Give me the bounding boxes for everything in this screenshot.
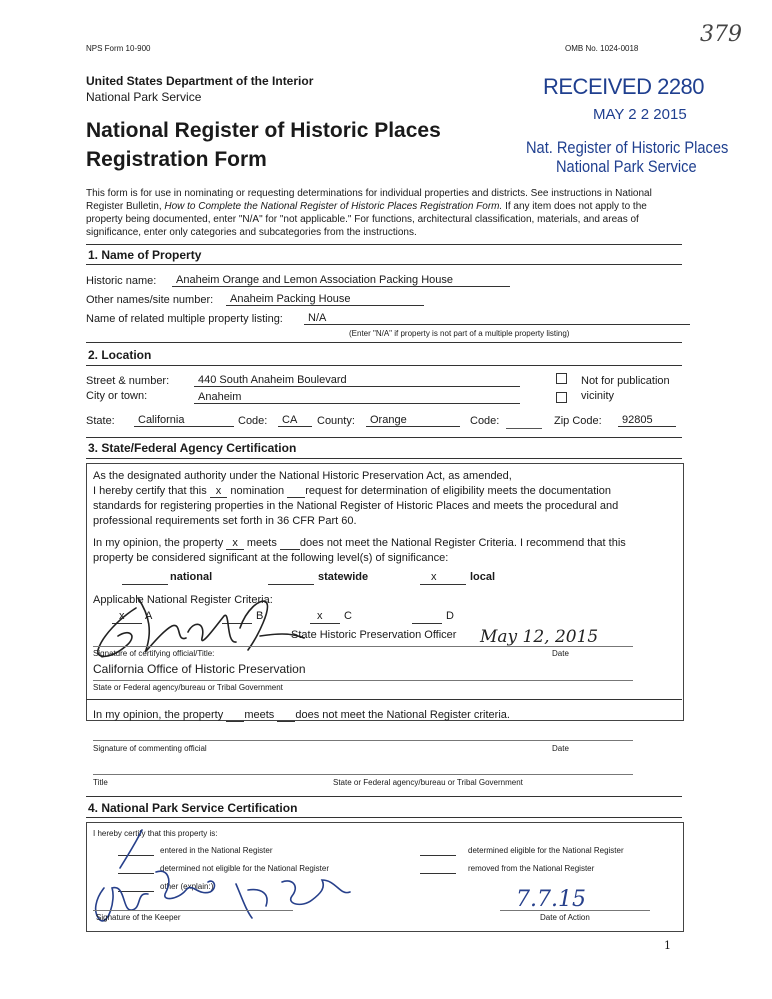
department: United States Department of the Interior (86, 74, 314, 88)
signed-date: May 12, 2015 (480, 627, 599, 647)
criteria-label: Applicable National Register Criteria: (93, 594, 273, 606)
form-number: NPS Form 10-900 (86, 44, 151, 53)
zip-label: Zip Code: (554, 415, 602, 427)
keeper-sig-label: Signature of the Keeper (96, 913, 181, 922)
certifying-date-label: Date (552, 649, 569, 658)
county-label: County: (317, 415, 355, 427)
crit-c-mark: x (317, 610, 323, 622)
county-value: Orange (366, 414, 460, 427)
not-for-publication-label: Not for publication (581, 375, 670, 387)
form-title-line2: Registration Form (86, 148, 267, 171)
commenting-bureau-label: State or Federal agency/bureau or Tribal Government (333, 778, 523, 787)
stamp-line2: National Park Service (556, 157, 697, 176)
cert-p2-line1: In my opinion, the property x meets does not meet the National Register Criteria. I recommend that this (93, 537, 626, 549)
crit-b: B (256, 610, 264, 622)
nps-determined-not: determined not eligible for the National Register (160, 864, 329, 873)
nps-determined-eligible: determined eligible for the National Register (468, 846, 624, 855)
code-value: CA (278, 414, 312, 427)
commenting-title-label: Title (93, 778, 108, 787)
received-date: MAY 2 2 2015 (593, 106, 687, 123)
nps-other: other (explain:) (160, 882, 214, 891)
historic-name-value: Anaheim Orange and Lemon Association Packing House (172, 274, 510, 287)
street-value: 440 South Anaheim Boulevard (194, 374, 520, 387)
crit-d: D (446, 610, 454, 622)
cert-p1-line4: professional requirements set forth in 36 CFR Part 60. (93, 515, 357, 527)
cert-p1-line3: standards for registering properties in the National Register of Historic Places and meets the procedural and (93, 500, 619, 512)
action-date-label: Date of Action (540, 913, 590, 922)
nps-entered: entered in the National Register (160, 846, 273, 855)
other-names-value: Anaheim Packing House (226, 293, 424, 306)
page-mark: 379 (700, 22, 742, 47)
nps-removed: removed from the National Register (468, 864, 595, 873)
office-name: California Office of Historic Preservation (93, 662, 306, 676)
other-names-label: Other names/site number: (86, 294, 214, 306)
received-stamp: RECEIVED 2280 (543, 74, 705, 99)
intro-line4: significance, enter only categories and subcategories from the instructions. (86, 227, 417, 238)
intro-line1: This form is for use in nominating or requesting determinations for individual properties and districts. See instructions in National (86, 188, 652, 199)
intro-line3: property being documented, enter "N/A" for "not applicable." For functions, architectural classification, materials, and areas of (86, 214, 639, 225)
stamp-line1: Nat. Register of Historic Places (526, 138, 729, 157)
omb-number: OMB No. 1024-0018 (565, 44, 639, 53)
section3-heading: 3. State/Federal Agency Certification (88, 441, 297, 455)
action-date: 7.7.15 (516, 887, 586, 912)
code2-label: Code: (470, 415, 500, 427)
cert-p1-line1: As the designated authority under the National Historic Preservation Act, as amended, (93, 470, 512, 482)
level-local-mark: x (431, 571, 437, 583)
certifying-sig-label: Signature of certifying official/Title: (93, 649, 215, 658)
zip-value: 92805 (618, 414, 676, 427)
street-label: Street & number: (86, 375, 170, 387)
section2-heading: 2. Location (88, 348, 152, 362)
agency: National Park Service (86, 90, 202, 104)
state-value: California (134, 414, 234, 427)
multiple-listing-label: Name of related multiple property listing: (86, 313, 283, 325)
commenting-sig-label: Signature of commenting official (93, 744, 207, 753)
level-local: local (470, 571, 496, 583)
vicinity-label: vicinity (581, 390, 615, 402)
not-for-publication-checkbox[interactable] (556, 373, 567, 384)
code-label: Code: (238, 415, 268, 427)
cert-p1-line2: I hereby certify that this x nomination request for determination of eligibility meets the documentation (93, 485, 611, 497)
commenting-opinion: In my opinion, the property meets does not meet the National Register criteria. (93, 709, 510, 721)
historic-name-label: Historic name: (86, 275, 157, 287)
section1-heading: 1. Name of Property (88, 248, 202, 262)
cert-p2-line2: property be considered significant at the following level(s) of significance: (93, 552, 449, 564)
city-label: City or town: (86, 390, 148, 402)
section4-heading: 4. National Park Service Certification (88, 801, 298, 815)
multiple-listing-note: (Enter "N/A" if property is not part of a multiple property listing) (349, 329, 570, 338)
bureau-label: State or Federal agency/bureau or Tribal Government (93, 683, 283, 692)
crit-c: C (344, 610, 352, 622)
officer-title: State Historic Preservation Officer (291, 629, 457, 641)
crit-a-mark: x (119, 610, 125, 622)
level-national: national (170, 571, 213, 583)
page-number: 1 (664, 939, 671, 952)
city-value: Anaheim (194, 391, 520, 404)
state-label: State: (86, 415, 115, 427)
multiple-listing-value: N/A (304, 312, 690, 325)
vicinity-checkbox[interactable] (556, 392, 567, 403)
commenting-date-label: Date (552, 744, 569, 753)
form-title-line1: National Register of Historic Places (86, 119, 441, 142)
level-statewide: statewide (318, 571, 369, 583)
crit-a: A (145, 610, 153, 622)
nps-certify: I hereby certify that this property is: (93, 829, 218, 838)
intro-line2: Register Bulletin, How to Complete the National Register of Historic Places Registration Form. If any item does not apply to the (86, 201, 647, 212)
